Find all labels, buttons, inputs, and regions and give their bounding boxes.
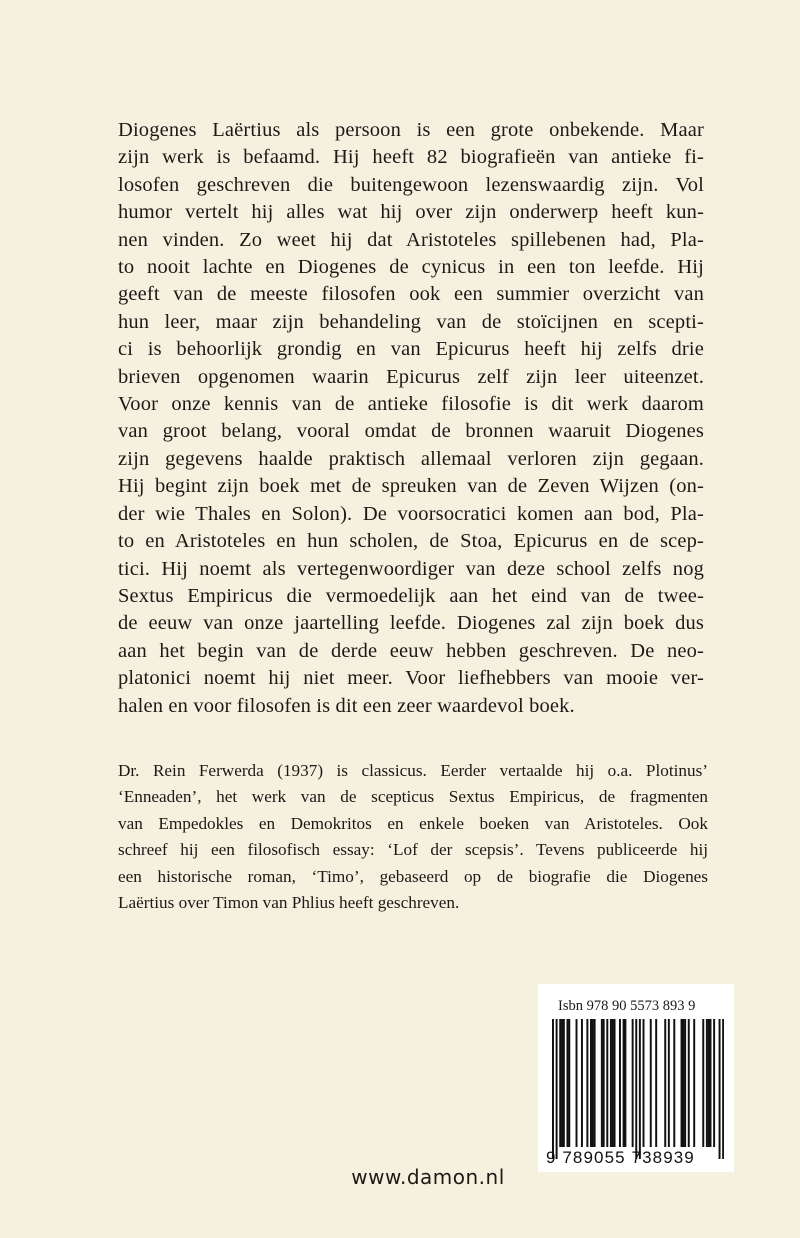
author-line: schreef hij een filosofisch essay: ‘Lof der scepsis’. Tevens publiceerde hij bbox=[118, 840, 708, 860]
barcode-bar bbox=[619, 1019, 621, 1147]
barcode-bar bbox=[623, 1019, 625, 1147]
barcode-bar bbox=[688, 1019, 690, 1147]
barcode-bar bbox=[612, 1019, 614, 1147]
barcode-bar bbox=[684, 1019, 686, 1147]
barcode-bar bbox=[556, 1019, 558, 1159]
blurb-line: geeft van de meeste filosofen ook een summier overzicht van bbox=[118, 283, 704, 306]
blurb-line: to en Aristoteles en hun scholen, de Stoa, Epicurus en de scep- bbox=[118, 530, 704, 553]
blurb-line: de eeuw van onze jaartelling leefde. Diogenes zal zijn boek dus bbox=[118, 612, 704, 635]
barcode-bar bbox=[673, 1019, 675, 1147]
barcode-digits: 9 789055 738939 bbox=[546, 1148, 695, 1167]
blurb-line: halen en voor filosofen is dit een zeer waardevol boek. bbox=[118, 694, 575, 717]
author-line: een historische roman, ‘Timo’, gebaseerd op de biografie die Diogenes bbox=[118, 866, 708, 886]
blurb-line: zijn gegevens haalde praktisch allemaal verloren zijn gegaan. bbox=[118, 447, 704, 470]
barcode-image bbox=[552, 1019, 724, 1159]
barcode-bar bbox=[552, 1019, 554, 1159]
barcode-bar bbox=[576, 1019, 578, 1147]
blurb-line: brieven opgenomen waarin Epicurus zelf zijn leer uiteenzet. bbox=[118, 365, 704, 388]
blurb-line: Sextus Empiricus die vermoedelijk aan het eind van de twee- bbox=[118, 584, 704, 607]
blurb-line: nen vinden. Zo weet hij dat Aristoteles spillebenen had, Pla- bbox=[118, 228, 704, 251]
barcode-bar bbox=[650, 1019, 652, 1147]
barcode-bar bbox=[590, 1019, 592, 1147]
blurb-line: to nooit lachte en Diogenes de cynicus in een ton leefde. Hij bbox=[118, 256, 704, 279]
barcode-bar bbox=[664, 1019, 666, 1147]
publisher-website: www.damon.nl bbox=[351, 1165, 505, 1189]
barcode-bar bbox=[586, 1019, 588, 1147]
author-line: ‘Enneaden’, het werk van de scepticus Sextus Empiricus, de fragmenten bbox=[118, 787, 708, 807]
barcode-bar bbox=[592, 1019, 594, 1147]
author-bio bbox=[118, 758, 708, 916]
barcode-bar bbox=[624, 1019, 626, 1147]
blurb-line: humor vertelt hij alles wat hij over zijn onderwerp heeft kun- bbox=[118, 201, 704, 224]
barcode-bar bbox=[606, 1019, 608, 1147]
barcode-bar bbox=[594, 1019, 596, 1147]
barcode-bar bbox=[668, 1019, 670, 1147]
barcode-bar bbox=[603, 1019, 605, 1147]
barcode-bar bbox=[581, 1019, 583, 1147]
barcode-bar bbox=[559, 1019, 561, 1147]
barcode-bar bbox=[568, 1019, 570, 1147]
barcode-bar bbox=[708, 1019, 710, 1147]
blurb-line: Hij begint zijn boek met de spreuken van de Zeven Wijzen (on- bbox=[118, 475, 704, 498]
blurb-line: Diogenes Laërtius als persoon is een grote onbekende. Maar bbox=[118, 119, 704, 141]
barcode-bar bbox=[713, 1019, 715, 1147]
barcode-bar bbox=[719, 1019, 721, 1159]
barcode-bar bbox=[614, 1019, 616, 1147]
author-line: Laërtius over Timon van Phlius heeft geschreven. bbox=[118, 893, 460, 913]
barcode-bar bbox=[601, 1019, 603, 1147]
barcode-bar bbox=[610, 1019, 612, 1147]
author-line: van Empedokles en Demokritos en enkele boeken van Aristoteles. Ook bbox=[118, 813, 708, 833]
barcode-bar bbox=[682, 1019, 684, 1147]
author-line: Dr. Rein Ferwerda (1937) is classicus. Eerder vertaalde hij o.a. Plotinus’ bbox=[118, 761, 708, 780]
blurb-text bbox=[118, 117, 704, 720]
barcode-bar bbox=[566, 1019, 568, 1147]
blurb-line: Voor onze kennis van de antieke filosofie is dit werk daarom bbox=[118, 393, 704, 416]
blurb-line: aan het begin van de derde eeuw hebben geschreven. De neo- bbox=[118, 639, 704, 662]
barcode-bar bbox=[643, 1019, 645, 1147]
isbn-label: Isbn 978 90 5573 893 9 bbox=[558, 998, 696, 1014]
barcode-bar bbox=[681, 1019, 683, 1147]
barcode-bar bbox=[561, 1019, 563, 1147]
blurb-line: van groot belang, vooral omdat de bronnen waaruit Diogenes bbox=[118, 420, 704, 443]
blurb-line: ci is behoorlijk grondig en van Epicurus heeft hij zelfs drie bbox=[118, 338, 704, 361]
barcode-bar bbox=[655, 1019, 657, 1147]
blurb-line: der wie Thales en Solon). De voorsocratici komen aan bod, Pla- bbox=[118, 502, 704, 525]
barcode-bar bbox=[706, 1019, 708, 1147]
barcode-bar bbox=[639, 1019, 641, 1159]
barcode-bar bbox=[693, 1019, 695, 1147]
blurb-line: tici. Hij noemt als vertegenwoordiger van deze school zelfs nog bbox=[118, 557, 704, 580]
blurb-line: hun leer, maar zijn behandeling van de stoïcijnen en scepti- bbox=[118, 310, 704, 333]
barcode-bar bbox=[702, 1019, 704, 1147]
barcode-bar bbox=[632, 1019, 634, 1147]
blurb-line: platonici noemt hij niet meer. Voor liefhebbers van mooie ver- bbox=[118, 667, 704, 690]
blurb-line: zijn werk is befaamd. Hij heeft 82 biografieën van antieke fi- bbox=[118, 146, 704, 169]
barcode-bar bbox=[710, 1019, 712, 1147]
barcode-bar bbox=[563, 1019, 565, 1147]
blurb-line: losofen geschreven die buitengewoon lezenswaardig zijn. Vol bbox=[118, 173, 704, 196]
isbn-barcode-panel bbox=[538, 984, 734, 1172]
barcode-bar bbox=[722, 1019, 724, 1159]
barcode-bar bbox=[635, 1019, 637, 1159]
